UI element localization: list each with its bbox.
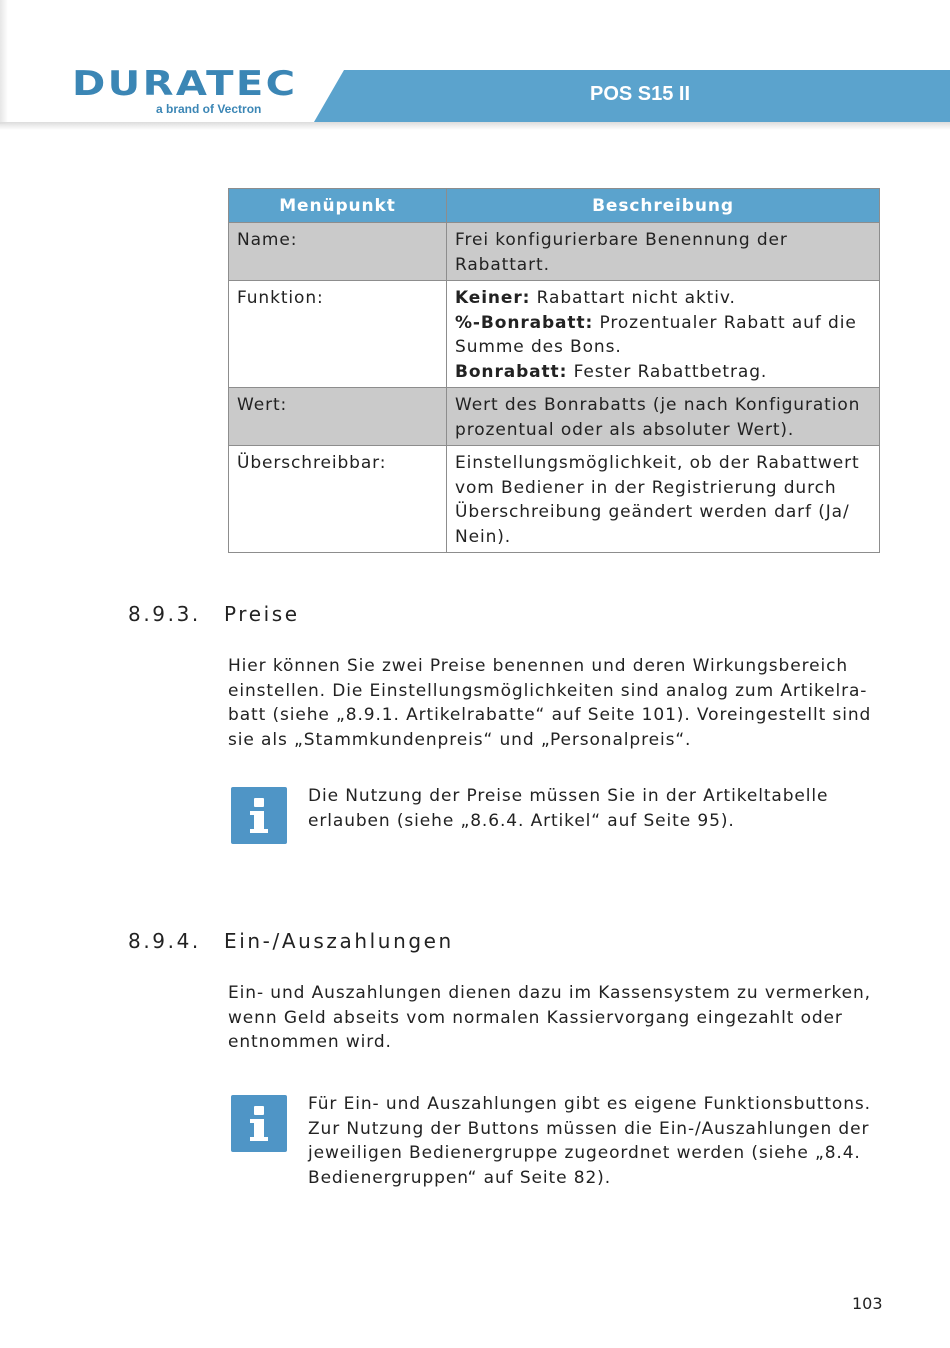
- section-number: 8.9.3.: [128, 602, 201, 626]
- term-label: Bonrabatt:: [455, 361, 568, 382]
- table-header-row: [229, 189, 880, 223]
- table-row: [229, 388, 880, 446]
- term-text: Prozentualer Rabatt auf die Summe des Bons.: [455, 312, 857, 357]
- logo-wordmark: DURATEC: [72, 64, 298, 104]
- duratec-logo: [72, 66, 298, 118]
- section-paragraph: Ein- und Auszahlungen dienen dazu im Kassensystem zu vermerken, wenn Geld abseits vom normalen Kassiervorgang eingezahlt oder entnommen wird.: [228, 983, 871, 1052]
- table-row: [229, 446, 880, 553]
- table-cell-item: Funktion:: [229, 281, 447, 388]
- description-text: Wert des Bonrabatts (je nach Konfiguration prozentual oder als absoluter Wert).: [455, 395, 861, 440]
- section-number: 8.9.4.: [128, 929, 201, 953]
- page-number: 103: [852, 1294, 883, 1313]
- table-row: [229, 223, 880, 281]
- table-cell-description: [447, 281, 880, 388]
- page-header: [0, 0, 950, 124]
- table-cell-description: [447, 446, 880, 553]
- description-line: [455, 311, 871, 360]
- section-heading-preise: [128, 602, 300, 626]
- description-text: Frei konfigurierbare Benennung der Rabattart.: [455, 230, 788, 275]
- table-cell-item: Name:: [229, 223, 447, 281]
- table-cell-item: Wert:: [229, 388, 447, 446]
- table-cell-description: [447, 388, 880, 446]
- column-header-beschreibung: Beschreibung: [447, 189, 880, 223]
- info-note: Für Ein- und Auszahlungen gibt es eigene Funktionsbuttons. Zur Nutzung der Buttons müssen die Ein-/Auszahlungen der jeweiligen Bedienergruppe zugeordnet werden (siehe „8.4. Bedienergruppen“ auf Seite 82).: [308, 1094, 871, 1188]
- document-title: POS S15 II: [590, 83, 691, 105]
- column-header-menupunkt: Menüpunkt: [229, 189, 447, 223]
- section-paragraph: Hier können Sie zwei Preise benennen und deren Wirkungsbereich einstellen. Die Einstellungsmöglichkeiten sind analog zum Artikelrabatt (siehe „8.9.1. Artikelrabatte“ auf Seite 101). Voreingestellt sind sie als „Stammkundenpreis“ und „Personalpreis“.: [228, 656, 872, 750]
- term-text: Fester Rabattbetrag.: [567, 361, 768, 382]
- description-text: Einstellungsmöglichkeit, ob der Rabattwert vom Bediener in der Registrierung durch Überschreibung geändert werden darf (Ja/ Nein).: [455, 453, 860, 547]
- description-line: [455, 360, 871, 385]
- table-cell-item: Überschreibbar:: [229, 446, 447, 553]
- section-heading-ein-auszahlungen: [128, 929, 454, 953]
- table-row: [229, 281, 880, 388]
- logo-subtitle: a brand of Vectron: [156, 102, 262, 116]
- section-title: Preise: [224, 602, 300, 626]
- section-title: Ein-/Auszahlungen: [224, 929, 454, 953]
- header-shadow: [0, 122, 950, 130]
- term-label: %-Bonrabatt:: [455, 312, 594, 333]
- term-text: Rabattart nicht aktiv.: [530, 288, 736, 308]
- info-icon: [231, 787, 287, 844]
- term-label: Keiner:: [455, 288, 531, 308]
- table-cell-description: [447, 223, 880, 281]
- info-icon: [231, 1095, 287, 1152]
- description-line: [455, 286, 871, 311]
- info-note: Die Nutzung der Preise müssen Sie in der Artikeltabelle erlauben (siehe „8.6.4. Artikel“ auf Seite 95).: [308, 786, 829, 831]
- menu-table: [228, 188, 880, 553]
